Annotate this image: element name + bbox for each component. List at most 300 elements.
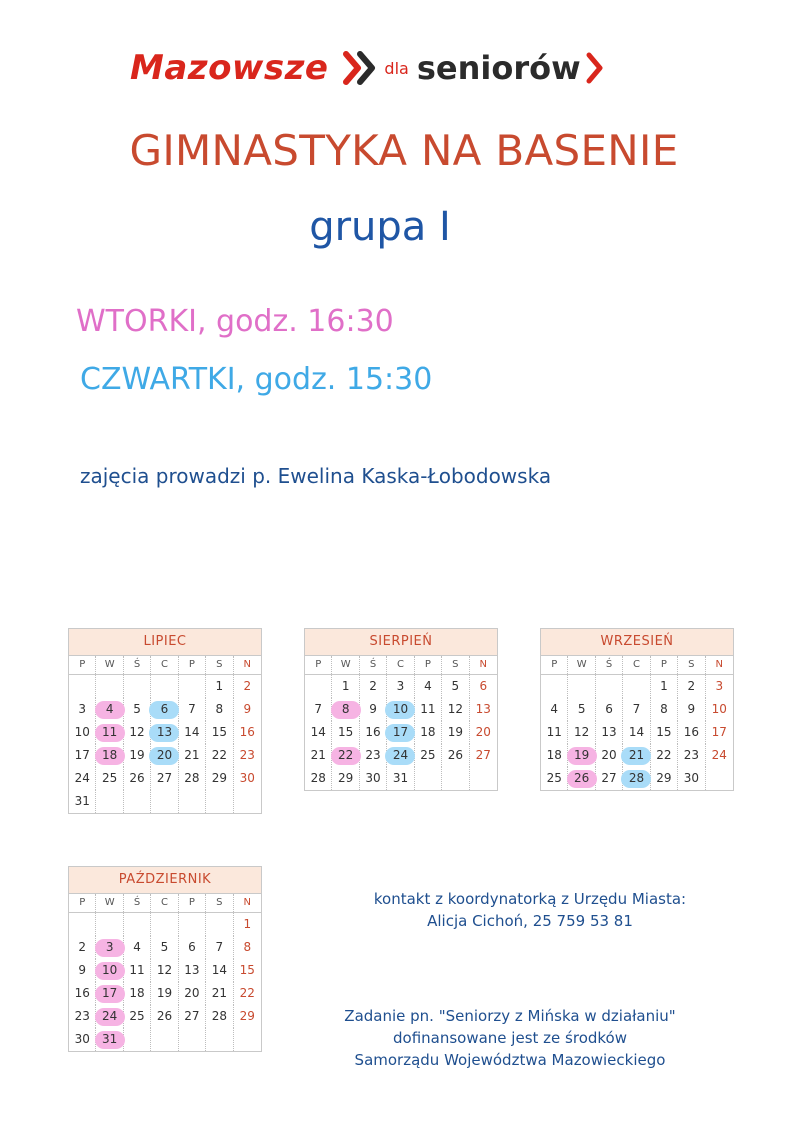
day-number: 10 — [711, 702, 727, 716]
calendar-month-title: WRZESIEŃ — [541, 629, 733, 656]
day-number: 16 — [239, 725, 255, 739]
calendar-day — [96, 1005, 123, 1028]
day-number: 15 — [239, 963, 255, 977]
day-number: 6 — [188, 940, 196, 954]
calendar-day — [623, 744, 650, 767]
calendar-day — [179, 721, 206, 744]
day-number: 4 — [424, 679, 432, 693]
calendar-empty-cell — [124, 675, 151, 698]
weekday-header: N — [243, 659, 252, 670]
calendar-day — [69, 767, 96, 790]
day-number: 8 — [215, 702, 224, 716]
calendar-empty-cell — [179, 790, 206, 813]
calendar-day — [69, 698, 96, 721]
day-number: 30 — [365, 771, 381, 785]
day-number: 9 — [687, 702, 696, 716]
day-number: 6 — [479, 679, 488, 693]
calendar-day — [179, 744, 206, 767]
weekday-header: W — [332, 656, 359, 674]
weekday-header: W — [96, 894, 123, 912]
calendar-day — [651, 698, 678, 721]
contact-line-2: Alicja Cichoń, 25 759 53 81 — [427, 912, 633, 930]
calendar-day — [206, 675, 233, 698]
day-number: 10 — [101, 963, 118, 977]
calendar-day — [387, 721, 414, 744]
calendar-day — [124, 982, 151, 1005]
calendar-day — [360, 698, 387, 721]
day-number: 17 — [101, 986, 118, 1000]
calendar-day — [541, 767, 568, 790]
day-number: 29 — [211, 771, 227, 785]
day-number: 19 — [447, 725, 463, 739]
day-number: 20 — [156, 748, 173, 762]
calendar-day — [234, 767, 261, 790]
day-number: 11 — [101, 725, 118, 739]
day-number: 9 — [78, 963, 87, 977]
day-number: 14 — [211, 963, 227, 977]
calendar-day — [360, 744, 387, 767]
calendar-empty-cell — [706, 767, 733, 790]
day-number: 2 — [78, 940, 87, 954]
calendar-day — [151, 982, 178, 1005]
calendar-empty-cell — [179, 913, 206, 936]
day-number: 27 — [156, 771, 173, 785]
calendar-empty-cell — [206, 913, 233, 936]
calendar-day — [623, 767, 650, 790]
calendar-day — [234, 721, 261, 744]
day-number: 19 — [156, 986, 173, 1000]
day-number: 22 — [337, 748, 354, 762]
weekday-header: N — [479, 659, 488, 670]
day-number: 18 — [546, 748, 562, 762]
day-number: 8 — [660, 702, 668, 716]
calendar-day — [470, 675, 497, 698]
calendar-day — [387, 698, 414, 721]
day-number: 4 — [133, 940, 141, 954]
day-number: 15 — [656, 725, 672, 739]
calendar-day — [234, 675, 261, 698]
day-number: 5 — [577, 702, 586, 716]
day-number: 19 — [573, 748, 590, 762]
calendar-day — [387, 675, 414, 698]
calendar-day — [596, 721, 623, 744]
calendar-day — [179, 936, 206, 959]
day-number: 24 — [392, 748, 409, 762]
weekday-header: P — [69, 894, 96, 912]
day-number: 10 — [392, 702, 409, 716]
calendar-august — [304, 628, 498, 791]
calendar-day — [124, 721, 151, 744]
contact-info — [330, 888, 730, 932]
day-number: 30 — [74, 1032, 90, 1046]
day-number: 20 — [601, 748, 617, 762]
funding-line-2: dofinansowane jest ze środków — [393, 1029, 627, 1047]
day-number: 9 — [243, 702, 252, 716]
calendar-day — [234, 959, 261, 982]
day-number: 16 — [74, 986, 90, 1000]
calendar-day — [151, 721, 178, 744]
weekday-header: C — [151, 656, 178, 674]
weekday-header: W — [96, 656, 123, 674]
day-number: 30 — [239, 771, 255, 785]
calendar-day-grid — [69, 675, 261, 813]
day-number: 26 — [156, 1009, 173, 1023]
page-title: GIMNASTYKA NA BASENIE — [129, 126, 679, 175]
calendar-day — [179, 698, 206, 721]
day-number: 8 — [243, 940, 252, 954]
calendar-day — [568, 698, 595, 721]
calendar-day — [678, 675, 705, 698]
calendar-day — [124, 959, 151, 982]
day-number: 21 — [310, 748, 326, 762]
day-number: 29 — [239, 1009, 255, 1023]
calendar-day — [206, 698, 233, 721]
weekday-header: Ś — [596, 656, 623, 674]
day-number: 28 — [184, 771, 200, 785]
chevron-right-icon — [585, 51, 605, 85]
calendar-day — [206, 767, 233, 790]
calendar-day — [96, 959, 123, 982]
calendar-october — [68, 866, 262, 1052]
calendar-empty-cell — [568, 675, 595, 698]
day-number: 24 — [74, 771, 90, 785]
calendar-day — [470, 744, 497, 767]
calendar-september — [540, 628, 734, 791]
calendar-day — [151, 744, 178, 767]
weekday-header-row — [69, 894, 261, 913]
calendar-day — [206, 721, 233, 744]
day-number: 29 — [337, 771, 354, 785]
calendar-day — [470, 721, 497, 744]
day-number: 1 — [243, 917, 252, 931]
day-number: 26 — [129, 771, 145, 785]
day-number: 23 — [239, 748, 255, 762]
day-number: 17 — [392, 725, 409, 739]
day-number: 11 — [546, 725, 562, 739]
calendar-empty-cell — [179, 1028, 206, 1051]
calendar-empty-cell — [470, 767, 497, 790]
instructor-info: zajęcia prowadzi p. Ewelina Kaska-Łobodowska — [80, 464, 552, 488]
calendar-day — [206, 959, 233, 982]
funding-line-3: Samorządu Województwa Mazowieckiego — [354, 1051, 666, 1069]
day-number: 3 — [396, 679, 405, 693]
funding-note — [310, 1005, 710, 1071]
calendar-day — [96, 767, 123, 790]
calendar-day — [623, 698, 650, 721]
day-number: 25 — [129, 1009, 145, 1023]
calendar-day-grid — [541, 675, 733, 790]
calendar-day — [651, 767, 678, 790]
calendar-empty-cell — [96, 790, 123, 813]
weekday-header: S — [206, 656, 233, 674]
calendar-day — [124, 1005, 151, 1028]
calendar-empty-cell — [596, 675, 623, 698]
thursday-schedule: CZWARTKI, godz. 15:30 — [80, 362, 433, 397]
day-number: 22 — [211, 748, 227, 762]
calendar-day — [234, 936, 261, 959]
logo-seniorow: seniorów — [416, 49, 581, 87]
weekday-header: C — [623, 656, 650, 674]
weekday-header: N — [243, 897, 252, 908]
weekday-header: S — [442, 656, 469, 674]
day-number: 22 — [239, 986, 255, 1000]
calendar-day — [332, 767, 359, 790]
funding-line-1: Zadanie pn. "Seniorzy z Mińska w działaniu" — [344, 1007, 676, 1025]
calendar-day — [360, 721, 387, 744]
day-number: 24 — [711, 748, 727, 762]
day-number: 23 — [74, 1009, 90, 1023]
day-number: 31 — [74, 794, 90, 808]
calendar-day — [415, 721, 442, 744]
day-number: 9 — [369, 702, 377, 716]
calendar-day — [124, 767, 151, 790]
calendar-day — [69, 1028, 96, 1051]
day-number: 7 — [215, 940, 224, 954]
calendar-day — [568, 767, 595, 790]
day-number: 17 — [74, 748, 90, 762]
day-number: 18 — [129, 986, 145, 1000]
weekday-header: Ś — [360, 656, 387, 674]
calendar-day — [332, 698, 359, 721]
calendar-day — [206, 936, 233, 959]
day-number: 12 — [129, 725, 145, 739]
calendar-day — [442, 744, 469, 767]
day-number: 26 — [447, 748, 463, 762]
tuesday-schedule: WTORKI, godz. 16:30 — [76, 304, 394, 339]
calendar-day-grid — [305, 675, 497, 790]
day-number: 4 — [105, 702, 114, 716]
contact-line-1: kontakt z koordynatorką z Urzędu Miasta: — [373, 890, 687, 908]
weekday-header-row — [541, 656, 733, 675]
day-number: 12 — [573, 725, 590, 739]
weekday-header: S — [206, 894, 233, 912]
calendar-empty-cell — [124, 790, 151, 813]
day-number: 23 — [365, 748, 381, 762]
calendar-day — [623, 721, 650, 744]
calendar-day — [69, 936, 96, 959]
day-number: 29 — [656, 771, 672, 785]
calendar-day — [206, 744, 233, 767]
calendar-day — [206, 982, 233, 1005]
calendar-day — [442, 721, 469, 744]
day-number: 25 — [101, 771, 118, 785]
day-number: 1 — [341, 679, 350, 693]
day-number: 28 — [628, 771, 645, 785]
calendar-day — [234, 982, 261, 1005]
day-number: 13 — [475, 702, 491, 716]
day-number: 31 — [101, 1032, 118, 1046]
calendar-day — [706, 675, 733, 698]
day-number: 26 — [573, 771, 590, 785]
calendar-day — [69, 790, 96, 813]
calendar-day — [96, 936, 123, 959]
group-label: grupa I — [309, 204, 451, 250]
calendar-day — [179, 982, 206, 1005]
day-number: 25 — [546, 771, 562, 785]
day-number: 28 — [211, 1009, 227, 1023]
day-number: 14 — [184, 725, 200, 739]
day-number: 2 — [243, 679, 252, 693]
calendar-day — [387, 744, 414, 767]
day-number: 5 — [160, 940, 169, 954]
weekday-header: P — [179, 656, 206, 674]
day-number: 3 — [715, 679, 724, 693]
weekday-header-row — [69, 656, 261, 675]
weekday-header: Ś — [124, 894, 151, 912]
calendar-day — [151, 767, 178, 790]
calendar-day — [234, 1005, 261, 1028]
calendar-month-title: PAŹDZIERNIK — [69, 867, 261, 894]
calendar-day — [151, 698, 178, 721]
calendar-empty-cell — [69, 675, 96, 698]
calendar-day — [124, 744, 151, 767]
calendar-day — [596, 698, 623, 721]
weekday-header: P — [179, 894, 206, 912]
day-number: 28 — [310, 771, 326, 785]
day-number: 19 — [129, 748, 145, 762]
calendar-day — [706, 698, 733, 721]
day-number: 18 — [420, 725, 436, 739]
weekday-header: P — [651, 656, 678, 674]
calendar-day — [69, 721, 96, 744]
calendar-day — [596, 744, 623, 767]
day-number: 21 — [211, 986, 227, 1000]
calendar-day — [305, 744, 332, 767]
calendar-day — [69, 982, 96, 1005]
calendar-day — [678, 698, 705, 721]
calendar-day — [206, 1005, 233, 1028]
weekday-header: P — [69, 656, 96, 674]
day-number: 1 — [215, 679, 224, 693]
day-number: 4 — [550, 702, 559, 716]
day-number: 2 — [687, 679, 696, 693]
day-number: 27 — [601, 771, 617, 785]
calendar-day — [234, 698, 261, 721]
calendar-day — [415, 744, 442, 767]
calendar-day — [305, 721, 332, 744]
day-number: 13 — [156, 725, 173, 739]
calendar-day — [69, 744, 96, 767]
calendar-july — [68, 628, 262, 814]
calendar-day-grid — [69, 913, 261, 1051]
weekday-header: C — [151, 894, 178, 912]
calendar-day — [651, 675, 678, 698]
day-number: 24 — [101, 1009, 118, 1023]
calendar-day — [387, 767, 414, 790]
day-number: 16 — [683, 725, 699, 739]
day-number: 11 — [129, 963, 145, 977]
calendar-day — [706, 744, 733, 767]
day-number: 6 — [160, 702, 169, 716]
calendar-day — [415, 675, 442, 698]
day-number: 7 — [314, 702, 323, 716]
day-number: 14 — [310, 725, 326, 739]
weekday-header-row — [305, 656, 497, 675]
weekday-header: C — [387, 656, 414, 674]
logo-dla: dla — [384, 58, 409, 78]
calendar-day — [596, 767, 623, 790]
day-number: 17 — [711, 725, 727, 739]
calendar-day — [96, 698, 123, 721]
calendar-empty-cell — [96, 913, 123, 936]
calendar-day — [678, 767, 705, 790]
calendar-day — [69, 959, 96, 982]
weekday-header: N — [715, 659, 724, 670]
day-number: 11 — [420, 702, 436, 716]
calendar-empty-cell — [415, 767, 442, 790]
calendar-empty-cell — [206, 1028, 233, 1051]
day-number: 5 — [133, 702, 141, 716]
calendar-empty-cell — [96, 675, 123, 698]
calendar-empty-cell — [623, 675, 650, 698]
calendar-empty-cell — [69, 913, 96, 936]
day-number: 5 — [451, 679, 460, 693]
calendar-empty-cell — [151, 790, 178, 813]
day-number: 12 — [447, 702, 463, 716]
calendar-day — [332, 721, 359, 744]
logo-brand: Mazowsze — [130, 48, 329, 88]
weekday-header: P — [415, 656, 442, 674]
calendar-day — [305, 767, 332, 790]
calendar-day — [541, 721, 568, 744]
weekday-header: S — [678, 656, 705, 674]
day-number: 27 — [475, 748, 491, 762]
day-number: 10 — [74, 725, 90, 739]
day-number: 20 — [184, 986, 200, 1000]
calendar-day — [96, 744, 123, 767]
calendar-empty-cell — [442, 767, 469, 790]
day-number: 7 — [632, 702, 641, 716]
day-number: 8 — [341, 702, 350, 716]
calendar-day — [678, 721, 705, 744]
day-number: 13 — [601, 725, 617, 739]
calendar-day — [305, 698, 332, 721]
day-number: 3 — [105, 940, 114, 954]
calendar-day — [360, 767, 387, 790]
day-number: 18 — [101, 748, 118, 762]
day-number: 30 — [683, 771, 699, 785]
weekday-header: P — [305, 656, 332, 674]
calendar-empty-cell — [124, 1028, 151, 1051]
calendar-day — [151, 1005, 178, 1028]
day-number: 14 — [628, 725, 645, 739]
calendar-day — [124, 936, 151, 959]
logo — [130, 44, 650, 92]
calendar-day — [568, 721, 595, 744]
day-number: 15 — [337, 725, 354, 739]
day-number: 13 — [184, 963, 200, 977]
calendar-day — [234, 913, 261, 936]
calendar-day — [69, 1005, 96, 1028]
calendar-day — [179, 767, 206, 790]
calendar-day — [332, 744, 359, 767]
calendar-day — [541, 744, 568, 767]
day-number: 12 — [156, 963, 173, 977]
calendar-day — [179, 1005, 206, 1028]
calendar-empty-cell — [206, 790, 233, 813]
calendar-day — [706, 721, 733, 744]
calendar-month-title: LIPIEC — [69, 629, 261, 656]
day-number: 27 — [184, 1009, 200, 1023]
day-number: 22 — [656, 748, 672, 762]
calendar-day — [470, 698, 497, 721]
calendar-day — [332, 675, 359, 698]
calendar-empty-cell — [151, 1028, 178, 1051]
weekday-header: W — [568, 656, 595, 674]
calendar-empty-cell — [234, 790, 261, 813]
calendar-day — [541, 698, 568, 721]
calendar-day — [96, 982, 123, 1005]
